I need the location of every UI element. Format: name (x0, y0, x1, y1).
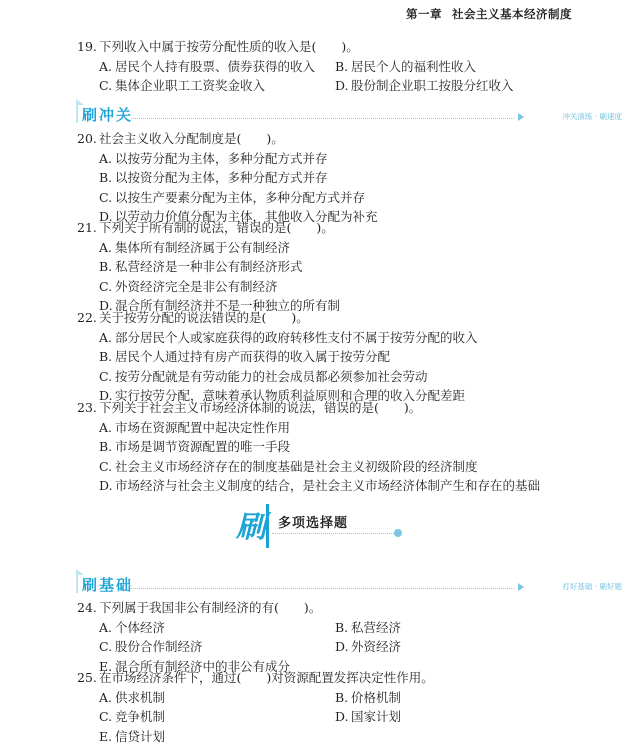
option-text: 以劳动力价值分配为主体，其他收入分配为补充 (115, 209, 378, 224)
option-text: 以按资分配为主体，多种分配方式并存 (115, 170, 328, 185)
multiple-choice-banner (236, 500, 406, 552)
option-letter: A. (99, 328, 115, 348)
section-subtitle: 冲关演练 · 刷速度 (562, 111, 622, 122)
question-stem (77, 668, 434, 688)
option-c (77, 457, 540, 477)
option-b (77, 168, 378, 188)
option-a (77, 418, 540, 438)
option-e (77, 727, 434, 746)
running-header (406, 6, 572, 22)
option-text: 股份制企业职工按股分红收入 (351, 78, 514, 93)
option-letter: B. (99, 168, 115, 188)
question-stem (77, 218, 340, 238)
option-text: 市场是调节资源配置的唯一手段 (115, 439, 290, 454)
option-letter: D. (99, 476, 115, 496)
option-letter: C. (99, 457, 115, 477)
option-letter: E. (99, 657, 115, 677)
option-text: 外资经济 (351, 639, 401, 654)
option-b (335, 688, 401, 708)
option-text: 竞争机制 (115, 709, 165, 724)
option-letter: B. (99, 257, 115, 277)
option-letter: B. (99, 347, 115, 367)
arrow-right-icon (518, 113, 524, 121)
question-text: 关于按劳分配的说法错误的是( )。 (99, 310, 309, 325)
option-d (77, 476, 540, 496)
option-text: 私营经济 (351, 620, 401, 635)
dotted-divider (131, 588, 514, 589)
option-text: 混合所有制经济中的非公有成分 (115, 659, 290, 674)
option-a (77, 149, 378, 169)
option-text: 市场在资源配置中起决定性作用 (115, 420, 290, 435)
question-stem (77, 398, 540, 418)
option-text: 混合所有制经济并不是一种独立的所有制 (115, 298, 340, 313)
option-text: 集体所有制经济属于公有制经济 (115, 240, 290, 255)
option-text: 私营经济是一种非公有制经济形式 (115, 259, 303, 274)
question-20 (77, 129, 378, 227)
option-text: 社会主义市场经济存在的制度基础是社会主义初级阶段的经济制度 (115, 459, 478, 474)
question-number: 24. (77, 598, 99, 618)
question-25 (77, 668, 434, 746)
option-text: 部分居民个人或家庭获得的政府转移性支付不属于按劳分配的收入 (115, 330, 478, 345)
question-text: 下列收入中属于按劳分配性质的收入是( )。 (99, 39, 359, 54)
question-number: 25. (77, 668, 99, 688)
option-letter: D. (335, 76, 351, 96)
dotted-divider (272, 533, 396, 534)
chapter-title: 社会主义基本经济制度 (452, 7, 572, 21)
question-number: 21. (77, 218, 99, 238)
option-text: 国家计划 (351, 709, 401, 724)
option-a (99, 688, 335, 708)
section-title: 刷冲关 (82, 104, 133, 125)
option-letter: D. (99, 296, 115, 316)
option-letter: D. (99, 386, 115, 406)
section-header-chongguan (76, 101, 624, 125)
option-letter: A. (99, 57, 115, 77)
section-title: 刷基础 (82, 574, 133, 595)
question-text: 在市场经济条件下，通过( )对资源配置发挥决定性作用。 (99, 670, 434, 685)
chapter-number: 第一章 (406, 7, 442, 21)
option-letter: C. (99, 76, 115, 96)
option-row (77, 707, 434, 727)
option-letter: D. (335, 637, 351, 657)
question-19 (77, 37, 514, 96)
option-letter: B. (335, 618, 351, 638)
question-number: 19. (77, 37, 99, 57)
option-letter: C. (99, 637, 115, 657)
option-c (77, 188, 378, 208)
option-d (335, 76, 514, 96)
question-text: 下列关于所有制的说法，错误的是( )。 (99, 220, 334, 235)
question-stem (77, 308, 478, 328)
option-letter: C. (99, 188, 115, 208)
option-text: 居民个人通过持有房产而获得的收入属于按劳分配 (115, 349, 390, 364)
option-a (77, 238, 340, 258)
option-c (99, 637, 335, 657)
option-b (335, 57, 476, 77)
option-text: 居民个人持有股票、债券获得的收入 (115, 59, 315, 74)
dotted-divider (131, 118, 514, 119)
option-text: 居民个人的福利性收入 (351, 59, 476, 74)
option-text: 个体经济 (115, 620, 165, 635)
option-row (77, 57, 514, 77)
option-letter: A. (99, 149, 115, 169)
option-text: 信贷计划 (115, 729, 165, 744)
option-text: 价格机制 (351, 690, 401, 705)
option-text: 按劳分配就是有劳动能力的社会成员都必须参加社会劳动 (115, 369, 428, 384)
option-text: 以按生产要素分配为主体，多种分配方式并存 (115, 190, 365, 205)
option-b (335, 618, 401, 638)
option-letter: E. (99, 727, 115, 746)
option-d (335, 707, 401, 727)
option-letter: A. (99, 688, 115, 708)
option-b (77, 347, 478, 367)
section-header-jichu (76, 571, 624, 595)
option-letter: C. (99, 367, 115, 387)
option-text: 集体企业职工工资奖金收入 (115, 78, 265, 93)
question-text: 社会主义收入分配制度是( )。 (99, 131, 284, 146)
brush-glyph-icon: 刷 (236, 502, 266, 546)
option-a (99, 57, 335, 77)
option-a (99, 618, 335, 638)
option-text: 股份合作制经济 (115, 639, 203, 654)
brush-stroke-icon (266, 504, 269, 548)
question-stem (77, 129, 378, 149)
question-21 (77, 218, 340, 316)
option-letter: A. (99, 418, 115, 438)
option-letter: D. (335, 707, 351, 727)
question-stem (77, 37, 514, 57)
question-number: 20. (77, 129, 99, 149)
option-letter: B. (335, 688, 351, 708)
dot-icon (394, 529, 402, 537)
option-b (77, 437, 540, 457)
question-text: 下列属于我国非公有制经济的有( )。 (99, 600, 321, 615)
arrow-right-icon (518, 583, 524, 591)
option-text: 以按劳分配为主体，多种分配方式并存 (115, 151, 328, 166)
question-stem (77, 598, 401, 618)
option-c (99, 76, 335, 96)
option-letter: A. (99, 238, 115, 258)
option-text: 市场经济与社会主义制度的结合，是社会主义市场经济体制产生和存在的基础 (115, 478, 540, 493)
option-text: 实行按劳分配，意味着承认物质利益原则和合理的收入分配差距 (115, 388, 465, 403)
option-c (99, 707, 335, 727)
option-row (77, 637, 401, 657)
option-d (335, 637, 401, 657)
option-letter: B. (335, 57, 351, 77)
question-number: 23. (77, 398, 99, 418)
question-22 (77, 308, 478, 406)
option-letter: D. (99, 207, 115, 227)
option-letter: B. (99, 437, 115, 457)
option-letter: A. (99, 618, 115, 638)
option-c (77, 367, 478, 387)
option-row (77, 76, 514, 96)
option-text: 供求机制 (115, 690, 165, 705)
section-subtitle: 打好基础 · 刷好题 (562, 581, 622, 592)
option-row (77, 688, 434, 708)
option-c (77, 277, 340, 297)
option-letter: C. (99, 707, 115, 727)
option-row (77, 618, 401, 638)
question-text: 下列关于社会主义市场经济体制的说法，错误的是( )。 (99, 400, 421, 415)
option-a (77, 328, 478, 348)
option-b (77, 257, 340, 277)
question-number: 22. (77, 308, 99, 328)
option-text: 外资经济完全是非公有制经济 (115, 279, 278, 294)
option-letter: C. (99, 277, 115, 297)
banner-label: 多项选择题 (278, 512, 348, 531)
question-24 (77, 598, 401, 676)
question-23 (77, 398, 540, 496)
